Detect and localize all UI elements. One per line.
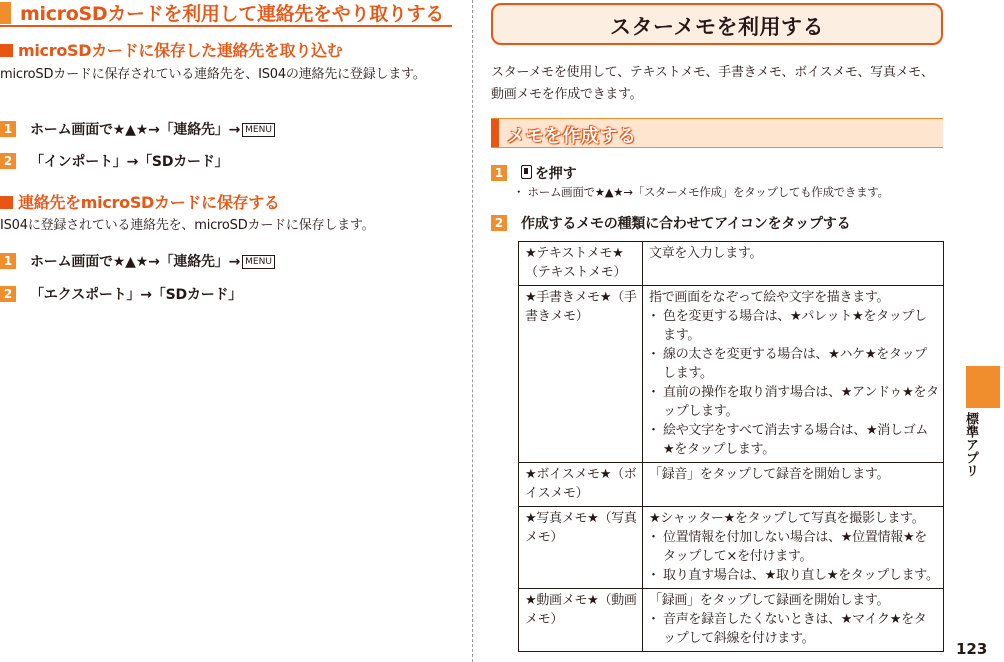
memo-type-desc (643, 589, 944, 652)
import-heading (0, 38, 342, 61)
step-text: を押す (535, 166, 577, 182)
export-step-2 (0, 284, 242, 304)
export-step-1 (0, 251, 275, 271)
table-row (519, 242, 944, 286)
export-description: IS04に登録されている連絡先を、microSDカードに保存します。 (0, 218, 375, 233)
list-item: ・ 位置情報を付加しない場合は、★位置情報★をタップして×を付けます。 (649, 528, 939, 566)
step-number-badge: 2 (491, 215, 507, 231)
memo-step-1 (491, 163, 576, 183)
step-number-badge: 1 (491, 165, 507, 181)
import-step-2 (0, 151, 228, 171)
table-row (519, 589, 944, 652)
section-accent-stripe (491, 119, 499, 147)
desc-text: 「録音」をタップして録音を開始します。 (649, 467, 890, 482)
list-item: ・ 直前の操作を取り消す場合は、★アンドゥ★をタップします。 (649, 383, 939, 421)
page-title-box (491, 3, 943, 45)
menu-key-icon: MENU (242, 123, 275, 137)
left-column (0, 0, 458, 662)
intro-text: スターメモを使用して、テキストメモ、手書きメモ、ボイスメモ、写真メモ、動画メモを作成できます。 (491, 65, 934, 102)
export-heading (0, 190, 280, 213)
page-number: 123 (956, 640, 988, 658)
list-item: ・ 色を変更する場合は、★パレット★をタップします。 (649, 307, 939, 345)
list-item: ・ 音声を録音したくないときは、★マイク★をタップして斜線を付けます。 (649, 610, 939, 648)
section-heading-text: メモを作成する (507, 126, 637, 147)
step-number-badge: 1 (0, 121, 16, 137)
memo-type-name: ★写真メモ★（写真メモ） (519, 507, 643, 589)
step-text: ホーム画面で★▲★→「連絡先」→ (30, 254, 241, 270)
desc-text: 「録画」をタップして録画を開始します。 (649, 593, 890, 608)
memo-type-desc (643, 507, 944, 589)
step-text: 作成するメモの種類に合わせてアイコンをタップする (521, 216, 851, 232)
heading-accent-bar (0, 2, 11, 24)
desc-text: 指で画面をなぞって絵や文字を描きます。 (649, 290, 890, 305)
list-item: ・ 絵や文字をすべて消去する場合は、★消しゴム★をタップします。 (649, 421, 939, 459)
square-icon (0, 44, 13, 57)
table-row (519, 463, 944, 507)
menu-key-icon: MENU (242, 255, 275, 269)
step-text: 「インポート」→「SDカード」 (30, 154, 229, 170)
step-number-badge: 2 (0, 153, 16, 169)
step-number-badge: 1 (0, 253, 16, 269)
step-1-note: ・ ホーム画面で★▲★→「スターメモ作成」をタップしても作成できます。 (513, 185, 889, 199)
memo-type-name: ★手書きメモ★（手書きメモ） (519, 286, 643, 463)
desc-text: ★シャッター★をタップして写真を撮影します。 (649, 511, 925, 526)
memo-type-name: ★テキストメモ★（テキストメモ） (519, 242, 643, 286)
star-memo-key-icon (521, 165, 532, 179)
page-title: スターメモを利用する (610, 15, 824, 39)
memo-type-name: ★動画メモ★（動画メモ） (519, 589, 643, 652)
memo-step-2 (491, 213, 850, 233)
main-heading (0, 0, 452, 27)
export-heading-text: 連絡先をmicroSDカードに保存する (18, 193, 280, 212)
step-text: 「エクスポート」→「SDカード」 (30, 287, 243, 303)
desc-text: 文章を入力します。 (649, 246, 763, 261)
chapter-tab (966, 366, 1000, 408)
table-row (519, 507, 944, 589)
import-description: microSDカードに保存されている連絡先を、IS04の連絡先に登録します。 (0, 67, 426, 82)
import-step-1 (0, 119, 275, 139)
table-row (519, 286, 944, 463)
memo-type-desc (643, 286, 944, 463)
memo-type-desc (643, 463, 944, 507)
memo-types-table (518, 241, 944, 652)
memo-type-desc (643, 242, 944, 286)
list-item: ・ 取り直す場合は、★取り直し★をタップします。 (649, 566, 939, 585)
memo-type-name: ★ボイスメモ★（ボイスメモ） (519, 463, 643, 507)
list-item: ・ 線の太さを変更する場合は、★ハケ★をタップします。 (649, 345, 939, 383)
section-heading (491, 118, 943, 148)
main-heading-text: microSDカードを利用して連絡先をやり取りする (20, 3, 444, 25)
step-number-badge: 2 (0, 286, 16, 302)
square-icon (0, 196, 13, 209)
import-heading-text: microSDカードに保存した連絡先を取り込む (18, 41, 343, 60)
chapter-label: 標準アプリ (963, 412, 978, 477)
step-text: ホーム画面で★▲★→「連絡先」→ (30, 122, 241, 138)
column-divider (472, 0, 473, 662)
